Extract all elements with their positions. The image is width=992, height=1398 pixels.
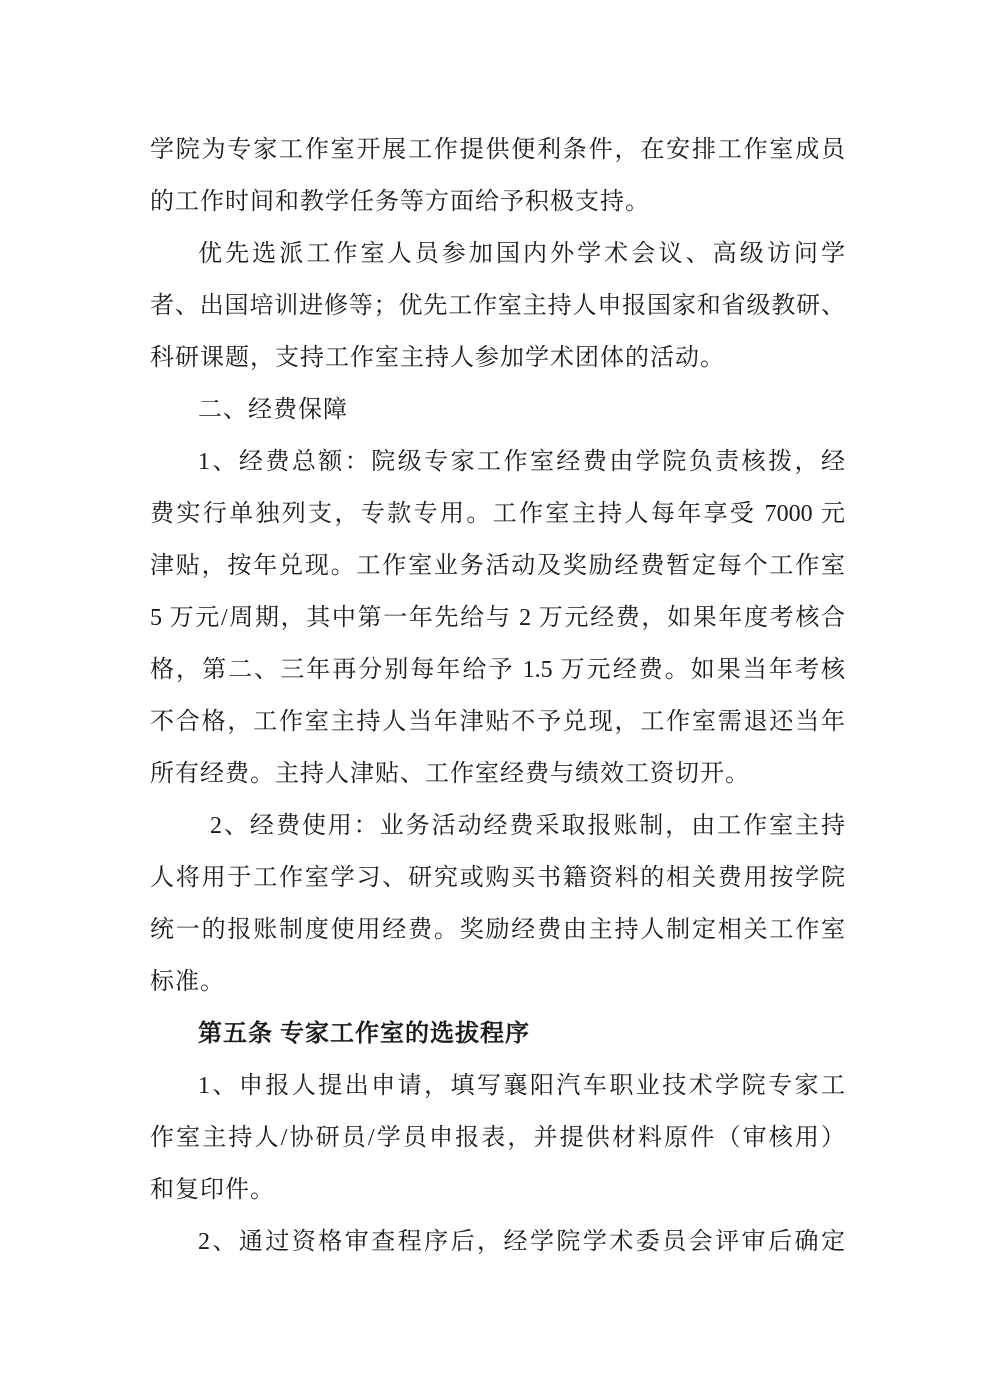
text-line: 人将用于工作室学习、研究或购买书籍资料的相关费用按学院: [150, 865, 845, 891]
text-line: 统一的报账制度使用经费。奖励经费由主持人制定相关工作室: [150, 917, 845, 943]
section-heading-line: 第五条 专家工作室的选拔程序: [198, 1021, 530, 1047]
document-text: [150, 124, 845, 1268]
text-line: 作室主持人/协研员/学员申报表，并提供材料原件（审核用）: [150, 1125, 845, 1151]
text-line: 科研课题，支持工作室主持人参加学术团体的活动。: [150, 345, 725, 371]
text-line: 学院为专家工作室开展工作提供便利条件，在安排工作室成员: [150, 137, 845, 163]
text-line: 者、出国培训进修等；优先工作室主持人申报国家和省级教研、: [150, 293, 845, 319]
text-line: 2、经费使用：业务活动经费采取报账制，由工作室主持: [210, 813, 845, 839]
text-line: 费实行单独列支，专款专用。工作室主持人每年享受 7000 元: [150, 501, 845, 527]
text-line: 和复印件。: [150, 1177, 275, 1203]
text-line: 1、经费总额：院级专家工作室经费由学院负责核拨，经: [198, 449, 845, 475]
text-line: 所有经费。主持人津贴、工作室经费与绩效工资切开。: [150, 761, 750, 787]
text-line: 2、通过资格审查程序后，经学院学术委员会评审后确定: [198, 1229, 845, 1255]
text-line: 1、申报人提出申请，填写襄阳汽车职业技术学院专家工: [198, 1073, 845, 1099]
text-line: 标准。: [150, 969, 225, 995]
text-line: 优先选派工作室人员参加国内外学术会议、高级访问学: [198, 241, 845, 267]
text-line: 的工作时间和教学任务等方面给予积极支持。: [150, 189, 650, 215]
text-line: 格，第二、三年再分别每年给予 1.5 万元经费。如果当年考核: [150, 657, 845, 683]
text-line: 不合格，工作室主持人当年津贴不予兑现，工作室需退还当年: [150, 709, 845, 735]
text-line: 二、经费保障: [198, 397, 348, 423]
text-line: 5 万元/周期，其中第一年先给与 2 万元经费，如果年度考核合: [150, 605, 845, 631]
text-line: 津贴，按年兑现。工作室业务活动及奖励经费暂定每个工作室: [150, 553, 845, 579]
